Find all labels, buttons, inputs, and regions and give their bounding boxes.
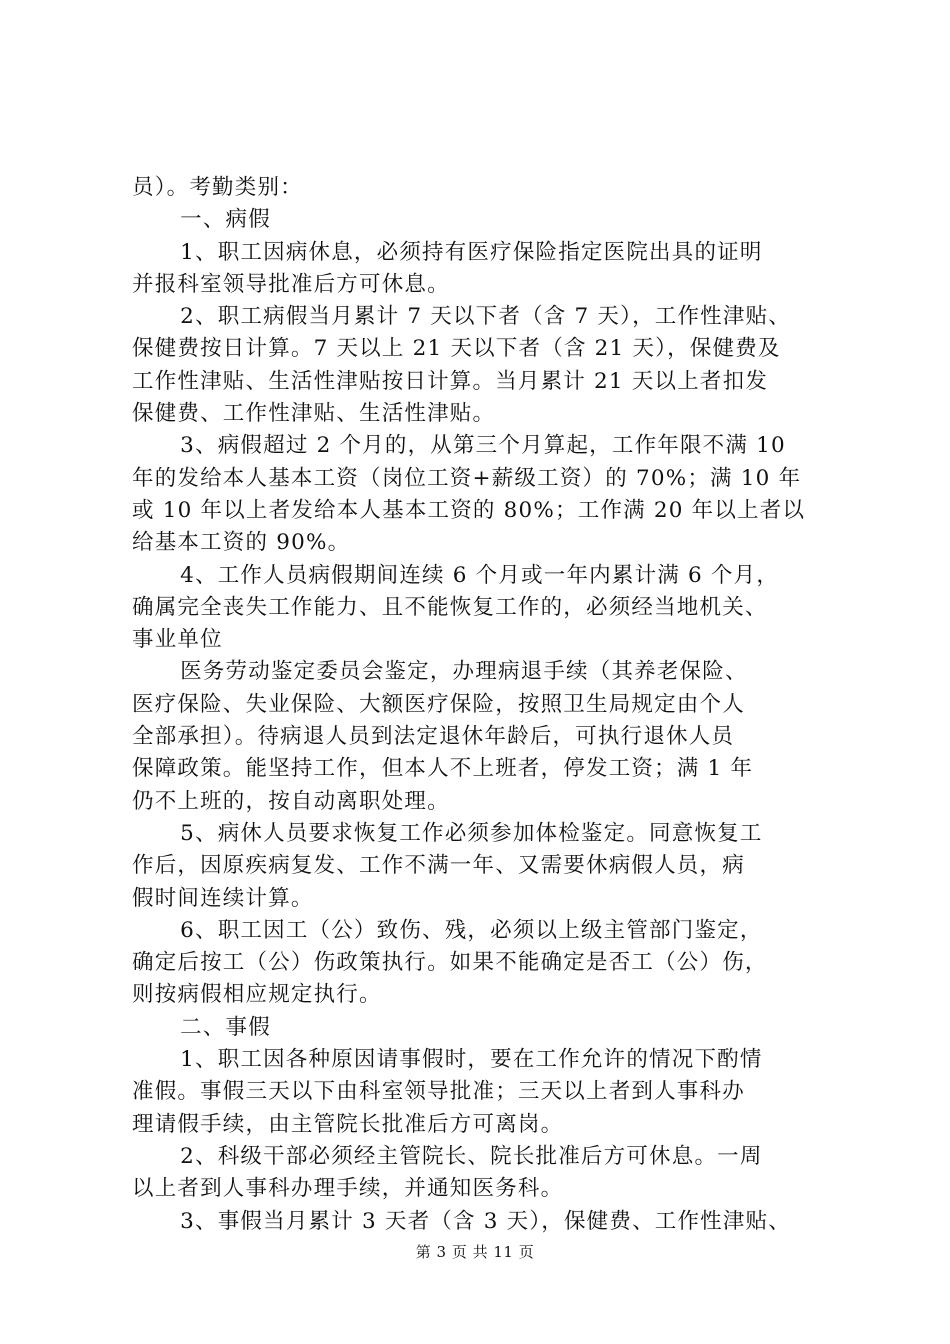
- document-body: [132, 172, 832, 1238]
- text-line: 确定后按工（公）伤政策执行。如果不能确定是否工（公）伤，: [132, 950, 768, 976]
- text-line: 5、病休人员要求恢复工作必须参加体检鉴定。同意恢复工: [180, 820, 763, 846]
- text-line: 或 10 年以上者发给本人基本工资的 80%；工作满 20 年以上者以: [132, 497, 806, 523]
- text-line: 一、病假: [180, 207, 271, 233]
- text-line: 4、工作人员病假期间连续 6 个月或一年内累计满 6 个月，: [180, 562, 780, 588]
- text-line: 3、事假当月累计 3 天者（含 3 天），保健费、工作性津贴、: [180, 1208, 791, 1234]
- text-line: 作后，因原疾病复发、工作不满一年、又需要休病假人员，病: [132, 853, 745, 879]
- text-line: 员）。考勤类别：: [132, 175, 303, 200]
- text-line: 理请假手续，由主管院长批准后方可离岗。: [132, 1111, 564, 1137]
- text-line: 1、职工因各种原因请事假时，要在工作允许的情况下酌情: [180, 1047, 763, 1073]
- text-line: 假时间连续计算。: [132, 885, 314, 911]
- text-line: 3、病假超过 2 个月的，从第三个月算起，工作年限不满 10: [180, 433, 786, 459]
- text-line: 工作性津贴、生活性津贴按日计算。当月累计 21 天以上者扣发: [132, 368, 769, 394]
- text-line: 保健费、工作性津贴、生活性津贴。: [132, 401, 496, 427]
- text-line: 保障政策。能坚持工作，但本人不上班者，停发工资；满 1 年: [132, 756, 754, 782]
- text-line: 事业单位: [132, 627, 223, 653]
- text-line: 医疗保险、失业保险、大额医疗保险，按照卫生局规定由个人: [132, 691, 745, 717]
- text-line: 以上者到人事科办理手续，并通知医务科。: [132, 1176, 564, 1202]
- text-line: 医务劳动鉴定委员会鉴定，办理病退手续（其养老保险、: [180, 659, 748, 685]
- text-line: 1、职工因病休息，必须持有医疗保险指定医院出具的证明: [180, 239, 763, 265]
- text-line: 则按病假相应规定执行。: [132, 982, 382, 1008]
- text-line: 二、事假: [180, 1014, 271, 1040]
- text-line: 6、职工因工（公）致伤、残，必须以上级主管部门鉴定，: [180, 917, 763, 943]
- text-line: 2、职工病假当月累计 7 天以下者（含 7 天），工作性津贴、: [180, 304, 791, 330]
- text-line: 并报科室领导批准后方可休息。: [132, 271, 450, 297]
- text-line: 全部承担）。待病退人员到法定退休年龄后，可执行退休人员: [132, 724, 735, 750]
- text-line: 给基本工资的 90%。: [132, 530, 351, 556]
- text-line: 准假。事假三天以下由科室领导批准；三天以上者到人事科办: [132, 1079, 745, 1105]
- text-line: 2、科级干部必须经主管院长、院长批准后方可休息。一周: [180, 1143, 763, 1169]
- text-line: 确属完全丧失工作能力、且不能恢复工作的，必须经当地机关、: [132, 594, 768, 620]
- text-line: 仍不上班的，按自动离职处理。: [132, 788, 450, 814]
- text-line: 年的发给本人基本工资（岗位工资+薪级工资）的 70%；满 10 年: [132, 465, 802, 491]
- text-line: 保健费按日计算。7 天以上 21 天以下者（含 21 天），保健费及: [132, 336, 781, 362]
- page-footer: 第 3 页 共 11 页: [415, 1243, 535, 1261]
